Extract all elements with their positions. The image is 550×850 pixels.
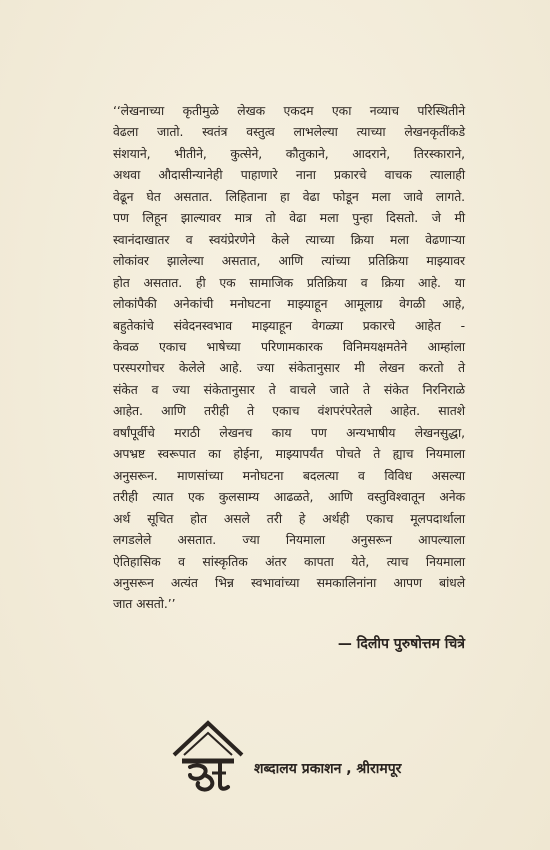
quote-line: लोकांवर झालेल्या असतात, आणि त्यांच्या प्रतिक्रिया माझ्यावर: [113, 253, 465, 269]
quote-block: [113, 100, 465, 615]
quote-line: ‘‘लेखनाच्या कृतीमुळे लेखक एकदम एका नव्याच परिस्थितीने: [113, 103, 465, 118]
quote-line: अनुसरून अत्यंत भिन्न स्वभावांच्या समकालिनांना आपण बांधले: [113, 574, 465, 590]
author-signature: — दिलीप पुरुषोत्तम चित्रे: [337, 636, 465, 652]
quote-line: वेढून घेत असतात. लिहिताना हा वेढा फोडून मला जावे लागते.: [113, 188, 465, 204]
publisher-name: शब्दालय प्रकाशन , श्रीरामपूर: [254, 761, 402, 777]
quote-line: आहेत. आणि तरीही ते एकाच वंशपरंपरेतले आहेत. सातशे: [113, 403, 465, 419]
quote-line: ऐतिहासिक व सांस्कृतिक अंतर कापता येते, त्याच नियमाला: [113, 553, 465, 569]
quote-line: होत असतात. ही एक सामाजिक प्रतिक्रिया व क्रिया आहे. या: [113, 274, 465, 290]
quote-line: संकेत व ज्या संकेतानुसार ते वाचले जाते ते संकेत निरनिराळे: [113, 381, 465, 397]
quote-line: लोकांपैकी अनेकांची मनोघटना माझ्याहून आमूलाग्र वेगळी आहे,: [113, 296, 465, 312]
quote-line: संशयाने, भीतीने, कुत्सेने, कौतुकाने, आदराने, तिरस्काराने,: [113, 145, 465, 161]
quote-line: अर्थ सूचित होत असले तरी हे अर्थही एकाच मूलपदार्थाला: [113, 510, 465, 526]
quote-line: अनुसरून. माणसांच्या मनोघटना बदलत्या व विविध असल्या: [113, 467, 465, 483]
quote-line: वेढला जातो. स्वतंत्र वस्तुत्व लाभलेल्या त्याच्या लेखनकृतींकडे: [113, 124, 465, 140]
quote-line: केवळ एकाच भाषेच्या परिणामकारक विनिमयक्षमतेने आम्हांला: [113, 338, 465, 354]
quote-line: वर्षांपूर्वीचे मराठी लेखनच काय पण अन्यभाषीय लेखनसुद्धा,: [113, 424, 465, 440]
quote-line: परस्परगोचर केलेले आहे. ज्या संकेतानुसार मी लेखन करतो ते: [113, 360, 465, 376]
shabdalay-house-logo-icon: [168, 715, 248, 795]
quote-line: स्वानंदाखातर व स्वयंप्रेरणेने केले त्याच्या क्रिया मला वेढणाऱ्या: [113, 231, 465, 247]
quote-line: अपभ्रष्ट स्वरूपात का होईना, माझ्यापर्यंत पोचते ते ह्याच नियमाला: [113, 446, 465, 462]
quote-line: पण लिहून झाल्यावर मात्र तो वेढा मला पुन्हा दिसतो. जे मी: [113, 210, 465, 226]
quote-line: तरीही त्यात एक कुलसाम्य आढळते, आणि वस्तुविश्वातून अनेक: [113, 489, 465, 505]
quote-line: बहुतेकांचे संवेदनस्वभाव माझ्याहून वेगळ्या प्रकारचे आहेत -: [113, 317, 465, 333]
quote-line: जात असतो.’’: [113, 596, 176, 612]
quote-line: लगडलेले असतात. ज्या नियमाला अनुसरून आपल्याला: [113, 532, 465, 548]
quote-line: अथवा औदासीन्यानेही पाहाणारे नाना प्रकारचे वाचक त्यालाही: [113, 167, 465, 183]
